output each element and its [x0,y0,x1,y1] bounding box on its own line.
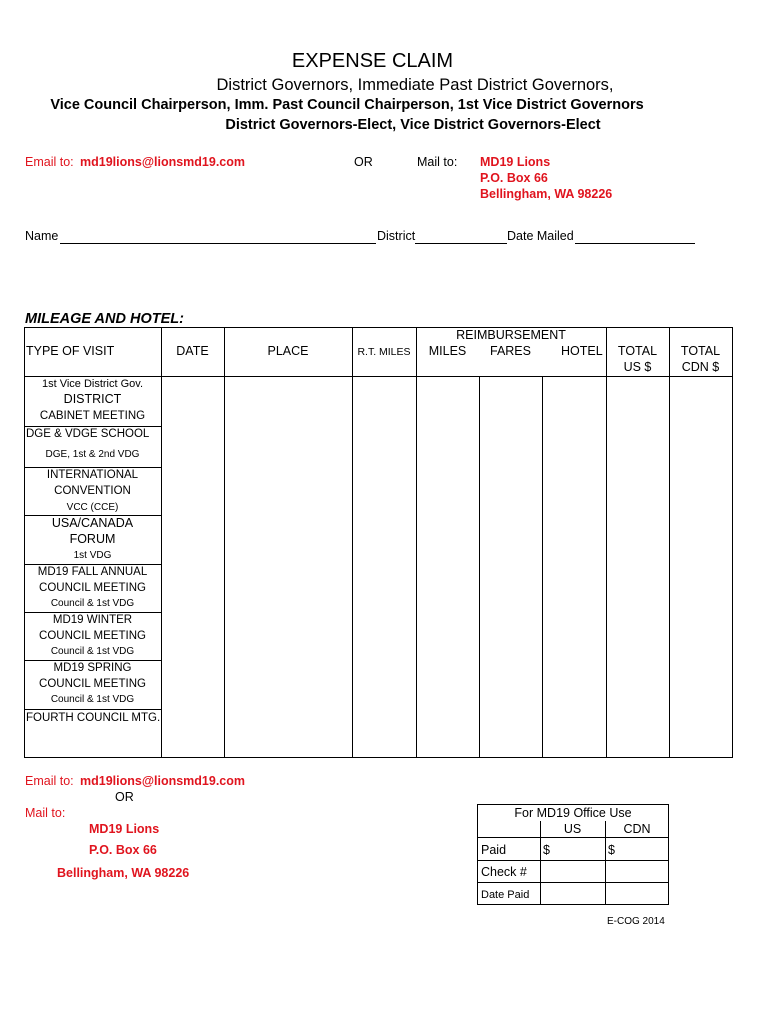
table-header-divider [24,376,732,377]
email-label-bottom: Email to: [25,774,74,788]
col-header-total-us: TOTAL [617,344,658,358]
row-label: VCC (CCE) [66,502,119,513]
form-code: E-COG 2014 [607,916,665,927]
col-header-fares: FARES [490,344,531,358]
table-col-divider [224,327,225,757]
form-title: EXPENSE CLAIM [291,50,454,72]
table-row-divider [24,467,161,468]
col-header-type: TYPE OF VISIT [26,344,115,358]
address-line-2-top: P.O. Box 66 [480,171,548,185]
row-label: 1st VDG [73,550,112,561]
table-border [24,327,25,757]
mail-label-bottom: Mail to: [25,806,66,820]
table-row-divider [24,515,161,516]
reimbursement-header: REIMBURSEMENT [456,328,566,342]
row-label: USA/CANADA [51,516,134,530]
table-border [732,327,733,758]
date-mailed-field[interactable] [575,243,695,244]
col-header-total-us-unit: US $ [623,360,652,374]
table-row-divider [24,612,161,613]
row-label: FORUM [69,532,116,546]
col-header-miles: MILES [428,344,467,358]
office-paid-cdn[interactable]: $ [608,843,615,857]
section-title: MILEAGE AND HOTEL: [25,311,184,327]
district-field[interactable] [415,243,507,244]
row-label: CABINET MEETING [39,410,146,422]
col-header-hotel: HOTEL [561,344,603,358]
office-paid-label: Paid [481,843,507,857]
row-label: COUNCIL MEETING [39,582,146,594]
row-label: FOURTH COUNCIL MTG. [26,712,161,724]
table-col-divider [669,327,670,757]
address-line-1-bottom: MD19 Lions [89,822,160,836]
office-paid-us[interactable]: $ [543,843,550,857]
col-header-date: DATE [176,344,209,358]
table-border [24,757,733,758]
table-row-divider [24,660,161,661]
name-field[interactable] [60,243,376,244]
row-label: Council & 1st VDG [50,694,135,705]
col-header-total-cdn-unit: CDN $ [681,360,720,374]
email-label-top: Email to: [25,155,74,169]
email-link-bottom[interactable]: md19lions@lionsmd19.com [80,774,246,788]
row-label: INTERNATIONAL [46,469,139,481]
row-label: Council & 1st VDG [50,646,135,657]
col-header-rt-miles: R.T. MILES [357,346,411,358]
table-row-divider [24,709,161,710]
col-header-total-cdn: TOTAL [680,344,721,358]
row-label: COUNCIL MEETING [39,630,146,642]
row-label: 1st Vice District Gov. [41,378,144,390]
office-col-us: US [563,822,582,836]
email-link-top[interactable]: md19lions@lionsmd19.com [80,155,246,169]
subtitle-line-2: Vice Council Chairperson, Imm. Past Council Chairperson, 1st Vice District Governors [50,97,644,113]
table-row-divider [24,564,161,565]
row-label: DGE & VDGE SCHOOL [26,428,150,440]
office-col-cdn: CDN [623,822,651,836]
row-label: MD19 SPRING [53,662,132,674]
col-header-place: PLACE [267,344,309,358]
table-col-divider [352,327,353,757]
mail-label-top: Mail to: [417,155,458,169]
row-label: Council & 1st VDG [50,598,135,609]
date-mailed-label: Date Mailed [507,229,574,243]
row-label: CONVENTION [54,485,131,497]
table-col-divider [479,376,480,757]
table-col-divider [416,376,417,757]
table-row-divider [24,426,161,427]
address-line-3-bottom: Bellingham, WA 98226 [57,866,190,880]
address-line-1-top: MD19 Lions [480,155,551,169]
row-label: DISTRICT [63,392,122,406]
table-col-divider [606,327,607,757]
address-line-3-top: Bellingham, WA 98226 [480,187,613,201]
row-label: MD19 WINTER [52,614,133,626]
or-label-top: OR [354,155,373,169]
row-label: COUNCIL MEETING [39,678,146,690]
office-check-label: Check # [481,865,527,879]
subtitle-line-1: District Governors, Immediate Past District Governors, [216,76,614,94]
table-col-divider [416,327,417,376]
row-label: DGE, 1st & 2nd VDG [45,449,140,460]
or-label-bottom: OR [115,790,134,804]
table-border [24,327,733,328]
office-use-title: For MD19 Office Use [514,806,632,820]
row-label: MD19 FALL ANNUAL [37,566,148,578]
name-label: Name [25,229,59,243]
table-col-divider [161,327,162,757]
table-col-divider [542,376,543,757]
office-date-paid-label: Date Paid [481,889,530,901]
district-label: District [377,229,416,243]
address-line-2-bottom: P.O. Box 66 [89,843,157,857]
subtitle-line-3: District Governors-Elect, Vice District Governors-Elect [225,117,601,133]
